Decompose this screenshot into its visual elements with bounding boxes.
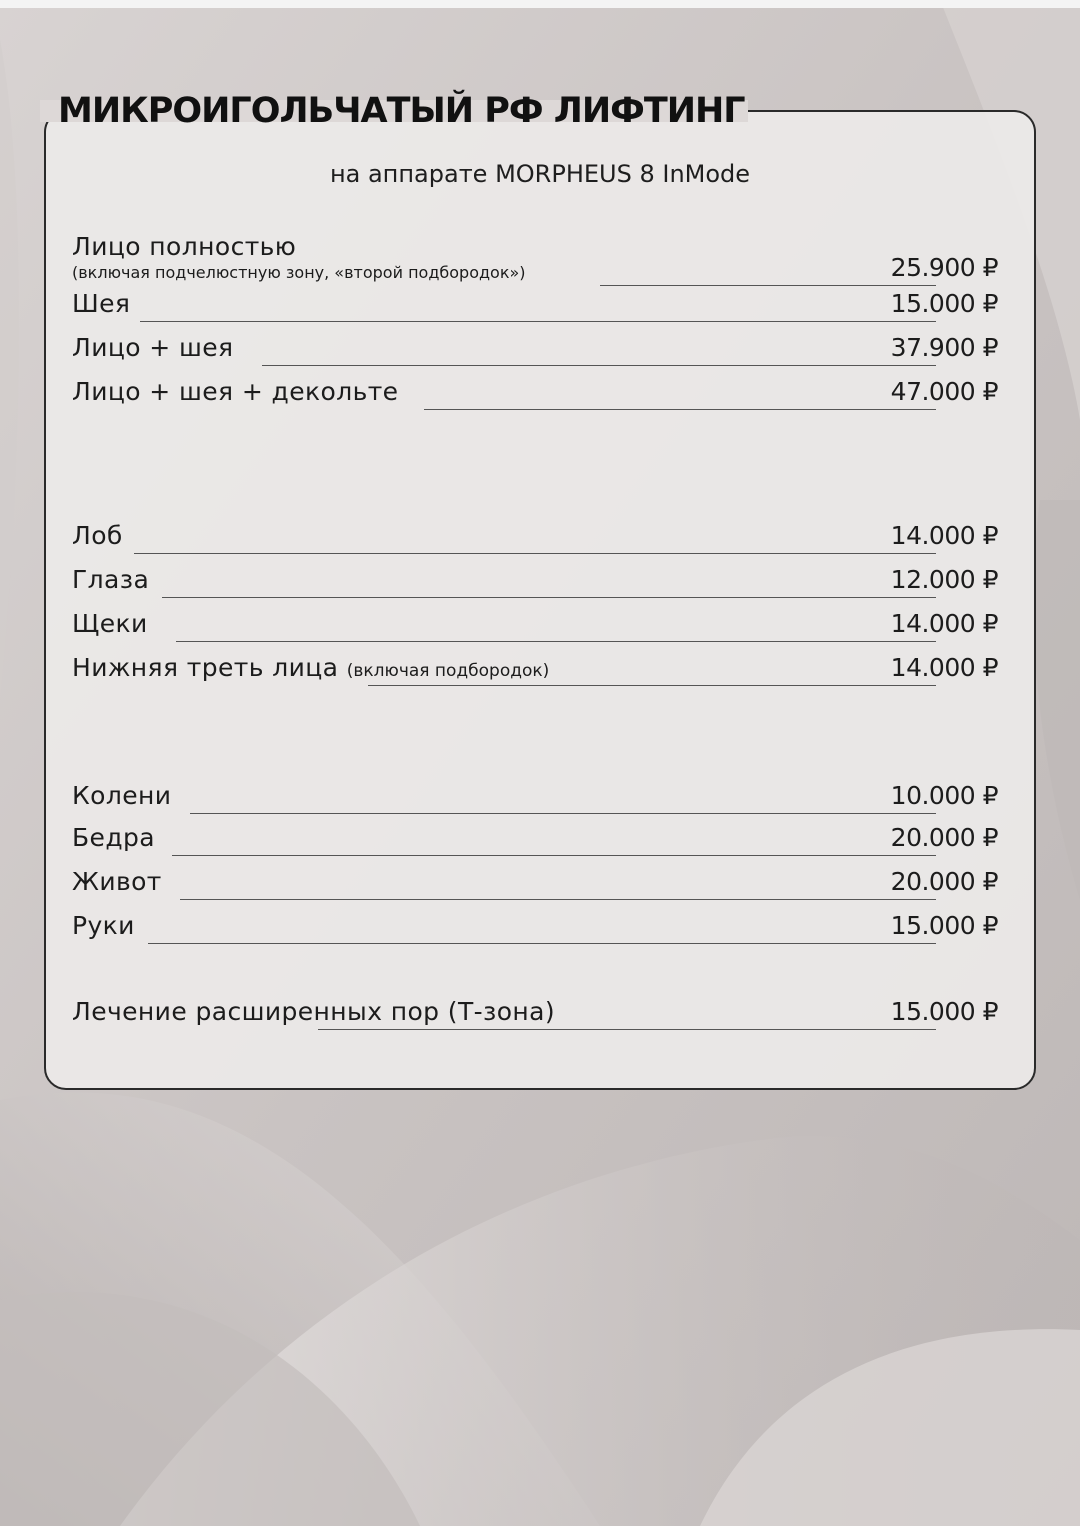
- leader-line: [140, 321, 936, 322]
- service-name: Лицо + шея + декольте: [72, 377, 399, 406]
- price-row: [72, 910, 998, 946]
- service-name: Руки: [72, 911, 135, 940]
- leader-line: [148, 943, 936, 944]
- service-name: Лечение расширенных пор (Т-зона): [72, 997, 556, 1026]
- subtitle: на аппарате MORPHEUS 8 InMode: [329, 160, 751, 188]
- service-name: Живот: [72, 867, 162, 896]
- service-name: Лицо + шея: [72, 333, 234, 362]
- service-label: [72, 653, 549, 682]
- service-name: Колени: [72, 781, 172, 810]
- price-row: [72, 996, 998, 1032]
- price-row: [72, 822, 998, 858]
- price-row: [72, 866, 998, 902]
- service-name: Лицо полностью: [72, 232, 297, 261]
- leader-line: [368, 685, 936, 686]
- leader-line: [176, 641, 936, 642]
- service-price: 15.000 ₽: [890, 997, 998, 1026]
- service-price: 25.900 ₽: [890, 253, 998, 282]
- price-row: [72, 780, 998, 816]
- service-label: [72, 232, 526, 282]
- service-note: (включая подчелюстную зону, «второй подбородок»): [72, 263, 526, 282]
- service-price: 10.000 ₽: [890, 781, 998, 810]
- leader-line: [162, 597, 936, 598]
- leader-line: [424, 409, 936, 410]
- service-name: Глаза: [72, 565, 150, 594]
- service-price: 14.000 ₽: [890, 609, 998, 638]
- service-note: (включая подбородок): [346, 661, 550, 681]
- price-row: [72, 608, 998, 644]
- leader-line: [600, 285, 936, 286]
- price-row: [72, 222, 998, 288]
- service-name: Бедра: [72, 823, 156, 852]
- service-price: 12.000 ₽: [890, 565, 998, 594]
- service-price: 15.000 ₽: [890, 911, 998, 940]
- service-price: 20.000 ₽: [890, 867, 998, 896]
- service-name: Щеки: [72, 609, 148, 638]
- service-price: 37.900 ₽: [890, 333, 998, 362]
- top-strip: [0, 0, 1080, 8]
- service-price: 20.000 ₽: [890, 823, 998, 852]
- price-row: [72, 288, 998, 324]
- leader-line: [134, 553, 936, 554]
- service-price: 15.000 ₽: [890, 289, 998, 318]
- leader-line: [190, 813, 936, 814]
- leader-line: [180, 899, 936, 900]
- service-name: Нижняя треть лица: [72, 653, 339, 682]
- price-row: [72, 564, 998, 600]
- leader-line: [318, 1029, 936, 1030]
- service-name: Лоб: [72, 521, 123, 550]
- service-price: 14.000 ₽: [890, 653, 998, 682]
- price-row: [72, 376, 998, 412]
- leader-line: [172, 855, 936, 856]
- service-price: 14.000 ₽: [890, 521, 998, 550]
- price-row: [72, 652, 998, 688]
- price-row: [72, 520, 998, 556]
- leader-line: [262, 365, 936, 366]
- page-title: МИКРОИГОЛЬЧАТЫЙ РФ ЛИФТИНГ: [58, 91, 745, 131]
- service-name: Шея: [72, 289, 131, 318]
- price-row: [72, 332, 998, 368]
- service-price: 47.000 ₽: [890, 377, 998, 406]
